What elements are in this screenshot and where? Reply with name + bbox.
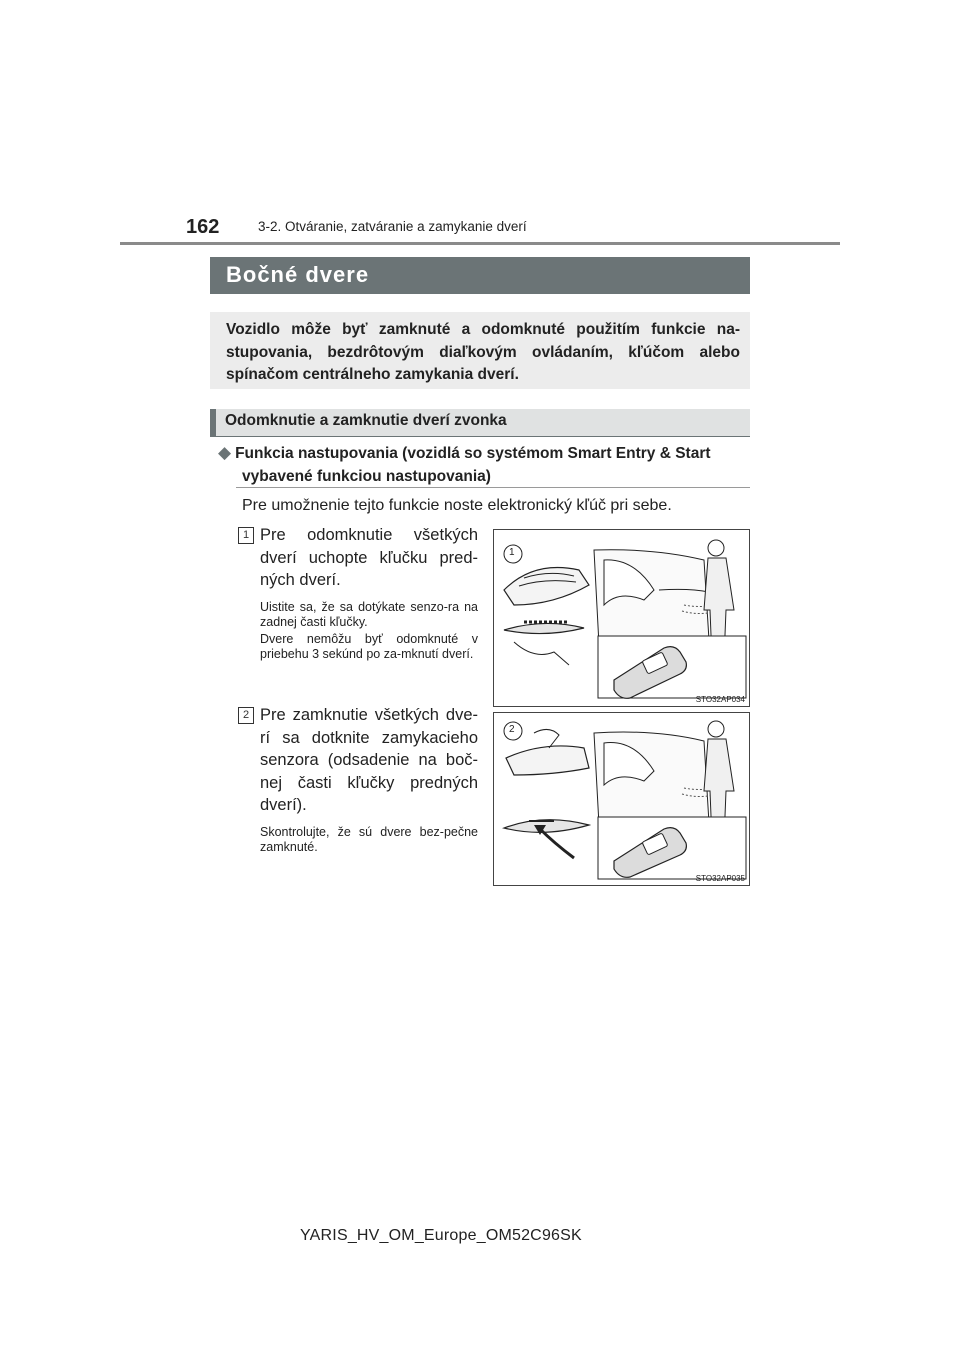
step-2-note-1: Skontrolujte, že sú dvere bez-pečne zamknuté. bbox=[260, 825, 478, 854]
door-handle-illustration bbox=[494, 713, 749, 885]
info-text: Pre umožnenie tejto funkcie noste elektronický kľúč pri sebe. bbox=[242, 497, 672, 514]
page-number: 162 bbox=[186, 216, 220, 238]
function-divider bbox=[236, 487, 750, 488]
step-1-note-1: Uistite sa, že sa dotýkate senzo-ra na zadnej časti kľučky. bbox=[260, 600, 478, 629]
chapter-title: 3-2. Otváranie, zatváranie a zamykanie dverí bbox=[258, 219, 527, 234]
figure-lock-illustration bbox=[493, 712, 750, 886]
figure-code: STO32AP035 bbox=[695, 874, 745, 883]
subsection-title: Odomknutie a zamknutie dverí zvonka bbox=[210, 409, 750, 437]
step-1-text: Pre odomknutie všetkých dverí uchopte kľučku pred-ných dverí. bbox=[260, 526, 478, 589]
step-1-note-2: Dvere nemôžu byť odomknuté v priebehu 3 sekúnd po za-mknutí dverí. bbox=[260, 632, 478, 661]
function-heading bbox=[218, 441, 750, 488]
figure-badge: 1 bbox=[509, 547, 515, 558]
document-code: YARIS_HV_OM_Europe_OM52C96SK bbox=[300, 1227, 582, 1244]
function-heading-line2: vybavené funkciou nastupovania) bbox=[242, 468, 491, 485]
function-heading-line1: Funkcia nastupovania (vozidlá so systémom Smart Entry & Start bbox=[235, 445, 711, 462]
header-divider bbox=[120, 242, 840, 245]
step-number-2: 2 bbox=[238, 707, 254, 724]
section-title: Bočné dvere bbox=[210, 257, 750, 294]
intro-text: Vozidlo môže byť zamknuté a odomknuté použitím funkcie na-stupovania, bezdrôtovým diaľkovým ovládaním, kľúčom alebo spínačom centrálneho zamykania dverí. bbox=[210, 312, 750, 389]
diamond-bullet-icon: ◆ bbox=[218, 443, 232, 462]
step-number-1: 1 bbox=[238, 527, 254, 544]
door-handle-illustration bbox=[494, 530, 749, 706]
step-2-text: Pre zamknutie všetkých dve-rí sa dotknite zamykacieho senzora (odsadenie na boč-nej časti kľučky predných dverí). bbox=[260, 706, 478, 814]
figure-unlock-illustration bbox=[493, 529, 750, 707]
figure-badge: 2 bbox=[509, 724, 515, 735]
figure-code: STO32AP034 bbox=[695, 695, 745, 704]
